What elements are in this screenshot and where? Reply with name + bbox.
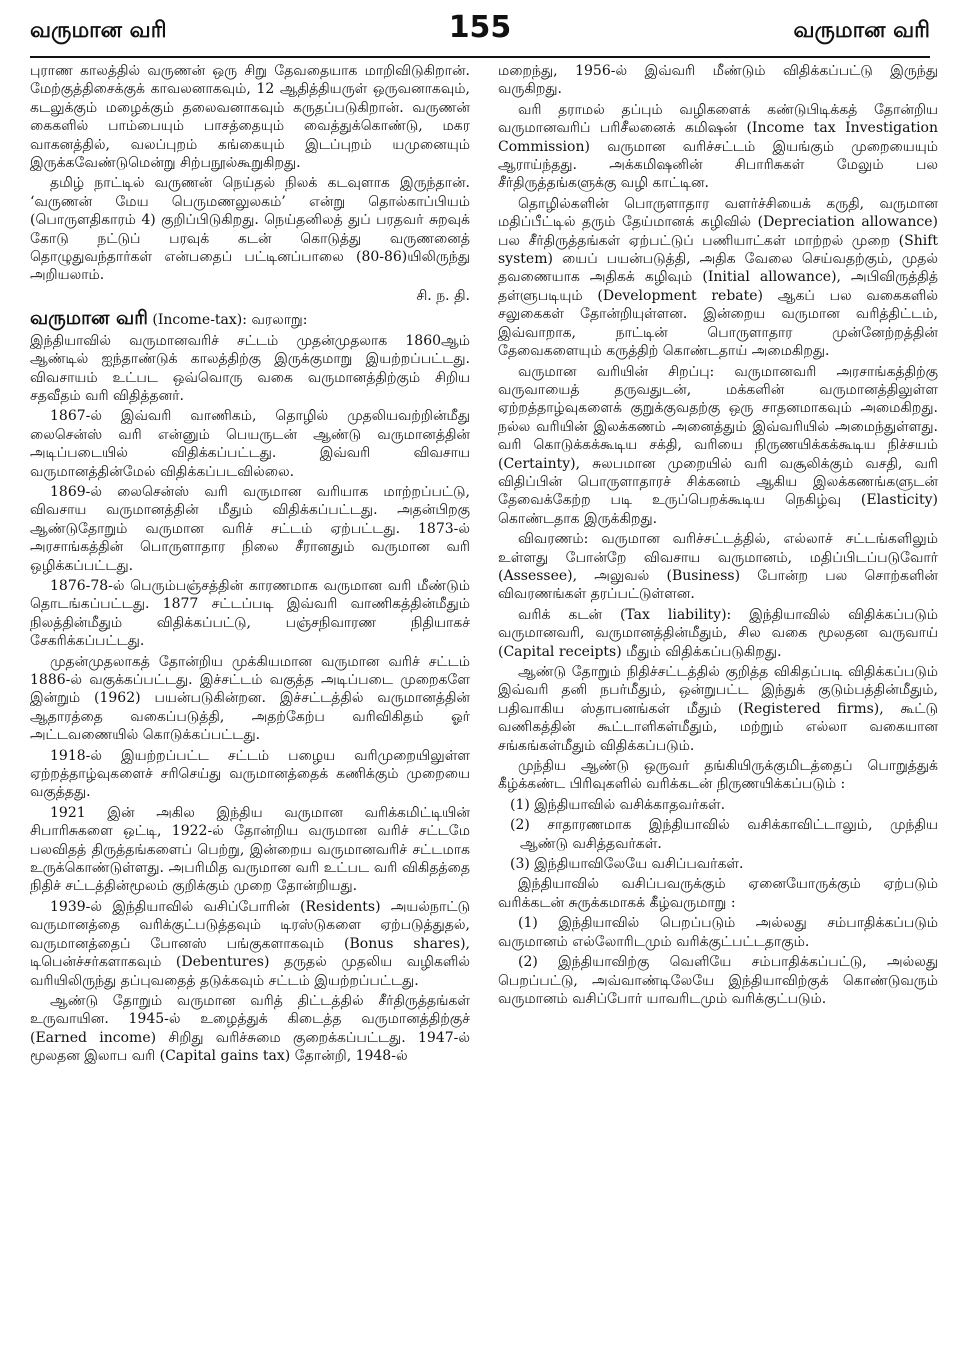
page-number: 155 (448, 10, 512, 45)
paragraph: வரிக் கடன் (Tax liability): இந்தியாவில் விதிக்கப்படும் வருமானவரி, வருமானத்தின்மீதும், சில வகை மூலதன வருவாய் (Capital receipts) மீதும் விதிக்கப்படுகிறது. (498, 606, 938, 660)
list-item: (2) சாதாரணமாக இந்தியாவில் வசிக்காவிட்டாலும், முந்திய ஆண்டு வசித்தவர்கள். (510, 817, 938, 852)
list-item: (3) இந்தியாவிலேயே வசிப்பவர்கள். (510, 856, 744, 873)
paragraph: 1939-ல் இந்தியாவில் வசிப்போரின் (Residents) அயல்நாட்டு வருமானத்தை வரிக்குட்படுத்தவும் டிரஸ்டுகளை ஏற்படுத்துதல், வருமானத்தைப் போனஸ் பங்குகளாகவும் (Bonus shares), டிபென்ச்சர்களாகவும் (Debentures) தருதல் முதலிய வழிகளில் வரியிலிருந்து தப்புவதைத் தடுக்கவும் சட்டம் இயற்றப்பட்டது. (30, 898, 470, 989)
paragraph: ஆண்டு தோறும் வருமான வரித் திட்டத்தில் சீர்திருத்தங்கள் உருவாயின. 1945-ல் உழைத்துக் கிடைத்த வருமானத்திற்குச் (Earned income) சிறிது வரிச்சுமை குறைக்கப்பட்டது. 1947-ல் மூலதன இலாப வரி (Capital gains tax) தோன்றி, 1948-ல் (30, 992, 470, 1065)
paragraph: முந்திய ஆண்டு ஒருவர் தங்கியிருக்குமிடத்தைப் பொறுத்துக் கீழ்க்கண்ட பிரிவுகளில் வரிக்கடன் நிருணயிக்கப்படும் : (498, 758, 938, 793)
paragraph: ஆண்டு தோறும் நிதிச்சட்டத்தில் குறித்த விகிதப்படி விதிக்கப்படும் இவ்வரி தனி நபர்மீதும், ஒன்றுபட்ட இந்துக் குடும்பத்தின்மீதும், பதிவாகிய ஸ்தாபனங்கள் மீதும் (Registered firms), கூட்டு வணிகத்தின் கூட்டாளிகள்மீதும், மற்றும் எல்லா வகையான சங்கங்கள்மீதும் விதிக்கப்படும். (498, 664, 938, 754)
paragraph: புராண காலத்தில் வருணன் ஒரு சிறு தேவதையாக மாறிவிடுகிறான். மேற்குத்திசைக்குக் காவலனாகவும், 12 ஆதித்தியருள் ஒருவனாகவும், கடலுக்கும் மழைக்கும் தலைவனாகவும் கருதப்படுகிறான். வருணன் கைகளில் பாம்பையும் பாசத்தையும் வைத்துக்கொண்டு, மகர வாகனத்தில், வலப்புறம் கங்கையும் இடப்புறம் யமுனையும் இருக்கவேண்டுமென்று சிற்பநூல்கூறுகிறது. (30, 63, 470, 172)
paragraph: 1867-ல் இவ்வரி வாணிகம், தொழில் முதலியவற்றின்மீது லைசென்ஸ் வரி என்னும் பெயருடன் ஆண்டு வருமானத்தின் அடிப்படையில் விதிக்கப்பட்டது. இவ்வரி விவசாய வருமானத்தின்மேல் விதிக்கப்படவில்லை. (30, 408, 470, 480)
entry-subheading: வரலாறு: (251, 312, 308, 329)
paragraph: விவரணம்: வருமான வரிச்சட்டத்தில், எல்லாச் சட்டங்களிலும் உள்ளது போன்றே விவசாய வருமானம், மதிப்பிடப்படுவோர் (Assessee), அலுவல் (Business) போன்ற பல சொற்களின் விவரணங்கள் தரப்பட்டுள்ளன. (498, 531, 938, 603)
paragraph: (2) இந்தியாவிற்கு வெளியே சம்பாதிக்கப்பட்டு, அல்லது பெறப்பட்டு, அவ்வாண்டிலேயே இந்தியாவிற்குக் கொண்டுவரும் வருமானம் வசிப்போர் யாவரிடமும் வரிக்குட்படும். (498, 954, 938, 1007)
running-title-right: வருமான வரி (793, 18, 930, 43)
paragraph: 1876-78-ல் பெரும்பஞ்சத்தின் காரணமாக வருமான வரி மீண்டும் தொடங்கப்பட்டது. 1877 சட்டப்படி இவ்வரி வாணிகத்தின்மீதும் நிலத்தின்மீதும் விதிக்கப்பட்டு, பஞ்சநிவாரண நிதியாகச் சேகரிக்கப்பட்டது. (30, 577, 470, 650)
right-column (498, 62, 938, 1352)
entry-title-english: (Income-tax): (152, 312, 247, 329)
list-item: (1) இந்தியாவில் வசிக்காதவர்கள். (510, 796, 726, 813)
entry-title: வருமான வரி (30, 307, 148, 330)
running-title-left: வருமான வரி (30, 18, 167, 43)
paragraph: 1921 இன் அகில இந்திய வருமான வரிக்கமிட்டியின் சிபாரிசுகளை ஒட்டி, 1922-ல் தோன்றிய வருமான வரிச் சட்டமே பலவிதத் திருத்தங்களைப் பெற்று, இன்றைய வருமானவரிச் சட்டமாக உருக்கொண்டுள்ளது. அபரிமித வருமான வரி உட்பட வரி விகிதத்தை நிதிச் சட்டத்தின்மூலம் குறிக்கும் முறை தோன்றியது. (30, 804, 470, 895)
paragraph: இந்தியாவில் வருமானவரிச் சட்டம் முதன்முதலாக 1860ஆம் ஆண்டில் ஐந்தாண்டுக் காலத்திற்கு இருக்குமாறு இயற்றப்பட்டது. விவசாயம் உட்பட ஒவ்வொரு வகை வருமானத்திற்கும் சிறிய சதவீதம் வரி விதித்தனர். (30, 332, 470, 404)
paragraph: வரி தராமல் தப்பும் வழிகளைக் கண்டுபிடிக்கத் தோன்றிய வருமானவரிப் பரிசீலனைக் கமிஷன் (Income tax Investigation Commission) வருமான வரிச்சட்டம் இயங்கும் முறையையும் ஆராய்ந்தது. அக்கமிஷனின் சிபாரிசுகள் மேலும் பல சீர்திருத்தங்களுக்கு வழி காட்டின. (498, 101, 938, 192)
page-header (30, 10, 930, 58)
paragraph: முதன்முதலாகத் தோன்றிய முக்கியமான வருமான வரிச் சட்டம் 1886-ல் வகுக்கப்பட்டது. இச்சட்டம் வகுத்த அடிப்படை முறைகளே இன்றும் (1962) பயன்படுகின்றன. இச்சட்டத்தில் வருமானத்தின் ஆதாரத்தை வகைப்படுத்தி, அதற்கேற்ப வரிவிகிதம் ஓர் அட்டவணையில் கொடுக்கப்பட்டது. (30, 653, 470, 744)
left-column (30, 62, 470, 1352)
paragraph: தமிழ் நாட்டில் வருணன் நெய்தல் நிலக் கடவுளாக இருந்தான். ‘வருணன் மேய பெருமணலுலகம்’ என்று தொல்காப்பியம் (பொருளதிகாரம் 4) குறிப்பிடுகிறது. நெய்தனிலத் துப் பரதவர் சுறவுக் கோடு நட்டுப் பரவுக் கடன் கொடுத்து வருணனைத் தொழுதுவந்தார்கள் என்பதைப் பட்டினப்பாலை (80-86)யிலிருந்து அறியலாம். (30, 175, 470, 284)
paragraph: 1918-ல் இயற்றப்பட்ட சட்டம் பழைய வரிமுறையிலுள்ள ஏற்றத்தாழ்வுகளைச் சரிசெய்து வருமானத்தைக் கணிக்கும் முறையை வகுத்தது. (30, 747, 470, 801)
paragraph: இந்தியாவில் வசிப்பவருக்கும் ஏனையோருக்கும் ஏற்படும் வரிக்கடன் சுருக்கமாகக் கீழ்வருமாறு : (498, 876, 938, 911)
author-initials: சி. ந. தி. (416, 287, 470, 304)
paragraph: மறைந்து, 1956-ல் இவ்வரி மீண்டும் விதிக்கப்பட்டு இருந்து வருகிறது. (498, 63, 938, 98)
paragraph: (1) இந்தியாவில் பெறப்படும் அல்லது சம்பாதிக்கப்படும் வருமானம் எல்லோரிடமும் வரிக்குட்பட்டதாகும். (498, 915, 938, 950)
paragraph: தொழில்களின் பொருளாதார வளர்ச்சியைக் கருதி, வருமான மதிப்பீட்டில் தரும் தேய்மானக் கழிவில் (Depreciation allowance) பல சீர்திருத்தங்கள் ஏற்பட்டுப் பணியாட்கள் மாற்றல் முறை (Shift system) யைப் பயன்படுத்தி, அதிக வேலை செய்வதற்கும், முதல் தவணையாக அதிகக் கழிவும் (Initial allowance), அபிவிருத்தித் தள்ளுபடியும் (Development rebate) ஆகப் பல வகைகளில் சலுகைகள் தோன்றியுள்ளன. இன்றைய வருமான வரித்திட்டம், இவ்வாறாக, நாட்டின் பொருளாதார முன்னேற்றத்தின் தேவைகளையும் கருத்திற் கொண்டதாய் அமைகிறது. (498, 195, 938, 360)
paragraph: 1869-ல் லைசென்ஸ் வரி வருமான வரியாக மாற்றப்பட்டு, விவசாய வருமானத்தின் மீதும் விதிக்கப்பட்டது. அதன்பிறகு ஆண்டுதோறும் வருமான வரிச் சட்டம் ஏற்பட்டது. 1873-ல் அரசாங்கத்தின் பொருளாதார நிலை சீரானதும் வருமான வரி ஒழிக்கப்பட்டது. (30, 483, 470, 574)
entry-heading-line (30, 309, 470, 329)
paragraph: வருமான வரியின் சிறப்பு: வருமானவரி அரசாங்கத்திற்கு வருவாயைத் தருவதுடன், மக்களின் வருமானத்திலுள்ள ஏற்றத்தாழ்வுகளைக் குறுக்குவதற்கு ஒரு சாதனமாகவும் அமைகிறது. நல்ல வரியின் இலக்கணம் அனைத்தும் இவ்வரியில் அமைந்துள்ளது. வரி கொடுக்கக்கூடிய சக்தி, வரியை நிருணயிக்கக்கூடிய நிச்சயம் (Certainty), சுலபமான முறையில் வரி வசூலிக்கும் வசதி, வரி விதிப்பின் பொருளாதாரச் சிக்கனம் ஆகிய இலக்கணங்களுடன் தேவைக்கேற்ற படி உருப்பெறக்கூடிய நெகிழ்வு (Elasticity) கொண்டதாக இருக்கிறது. (498, 363, 938, 527)
